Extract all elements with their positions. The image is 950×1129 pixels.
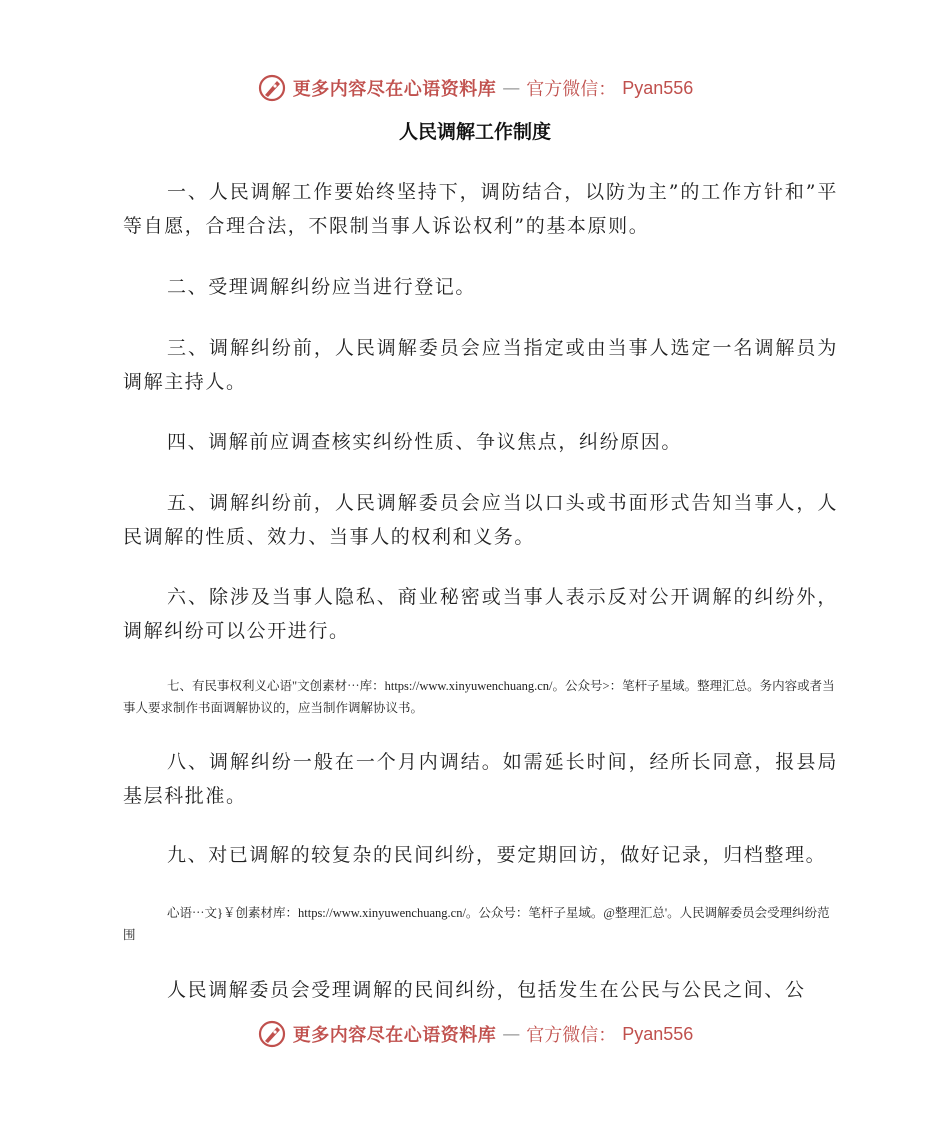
pen-nib-logo-icon xyxy=(257,73,287,103)
wechat-label: 官方微信： xyxy=(526,79,617,100)
paragraph-9: 九、对已调解的较复杂的民间纠纷，要定期回访，做好记录，归档整理。 xyxy=(167,844,827,866)
paragraph-3: 三、调解纠纷前，人民调解委员会应当指定或由当事人选定一名调解员为调解主持人。 xyxy=(123,337,838,393)
paragraph-4: 四、调解前应调查核实纠纷性质、争议焦点，纠纷原因。 xyxy=(167,431,683,453)
header-banner xyxy=(0,71,950,105)
wechat-id: Pyan556 xyxy=(622,1023,694,1044)
paragraph-1: 一、人民调解工作要始终坚持下，调防结合，以防为主”的工作方针和”平等自愿，合理合法，不限制当事人诉讼权利”的基本原则。 xyxy=(123,181,838,237)
pen-nib-logo-icon xyxy=(257,1019,287,1049)
watermark-note-1: 七、有民事权利义心语"文创素材⋯库：https://www.xinyuwenchuang.cn/。公众号>：笔杆子星域。整理汇总。务内容或者当事人要求制作书面调解协议的，应当制作调解协议书。 xyxy=(123,679,835,715)
paragraph-last: 人民调解委员会受理调解的民间纠纷，包括发生在公民与公民之间、公 xyxy=(167,979,806,1001)
paragraph-8: 八、调解纠纷一般在一个月内调结。如需延长时间，经所长同意，报县局基层科批准。 xyxy=(123,751,838,807)
wechat-id: Pyan556 xyxy=(622,77,694,98)
banner-separator: — xyxy=(502,77,521,99)
paragraph-6: 六、除涉及当事人隐私、商业秘密或当事人表示反对公开调解的纠纷外，调解纠纷可以公开进行。 xyxy=(123,586,838,642)
watermark-note-2: 心语⋯文}￥创素材库：https://www.xinyuwenchuang.cn/。公众号：笔杆子星域。@整理汇总'。人民调解委员会受理纠纷范围 xyxy=(123,906,830,942)
paragraph-5: 五、调解纠纷前，人民调解委员会应当以口头或书面形式告知当事人，人民调解的性质、效力、当事人的权利和义务。 xyxy=(123,492,838,548)
brand-text: 更多内容尽在心语资料库 xyxy=(292,1025,497,1046)
paragraph-2: 二、受理调解纠纷应当进行登记。 xyxy=(167,276,477,298)
brand-text: 更多内容尽在心语资料库 xyxy=(292,79,497,100)
document-title: 人民调解工作制度 xyxy=(398,121,551,143)
wechat-label: 官方微信： xyxy=(526,1025,617,1046)
banner-separator: — xyxy=(502,1023,521,1045)
footer-banner xyxy=(0,1017,950,1051)
